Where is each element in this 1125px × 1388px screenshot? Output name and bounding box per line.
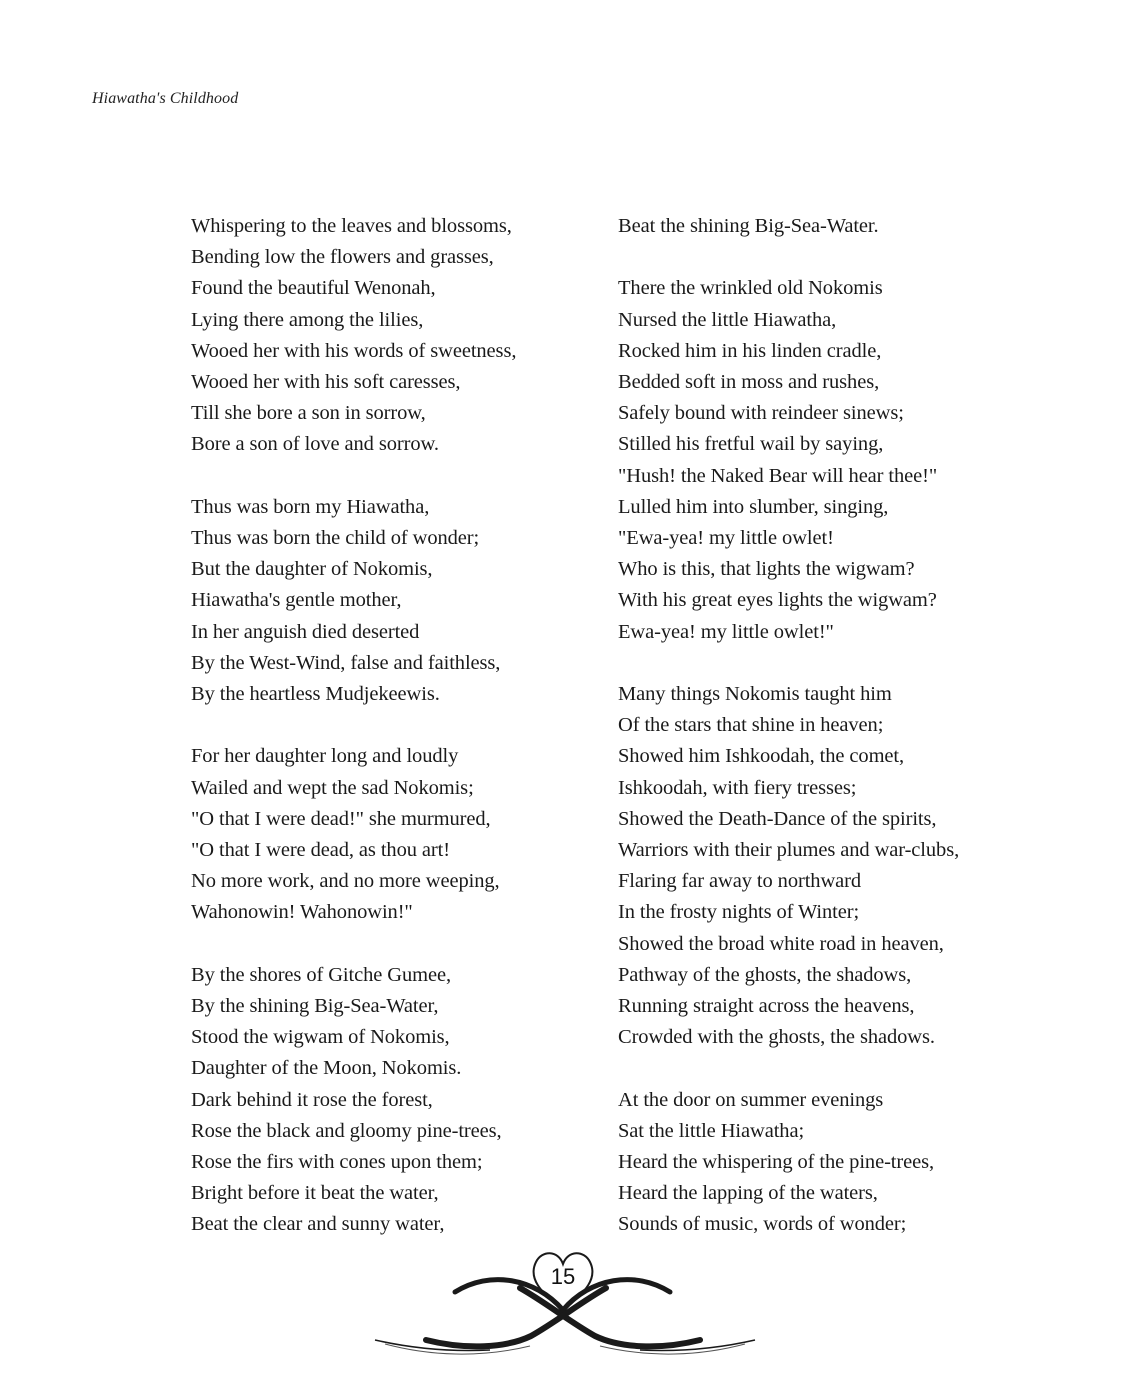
stanza [618, 679, 1018, 1053]
left-poem-column [191, 211, 591, 1272]
poem-line: There the wrinkled old Nokomis [618, 277, 883, 300]
poem-line: By the West-Wind, false and faithless, [191, 651, 501, 674]
stanza [191, 211, 591, 461]
poem-line: Rose the firs with cones upon them; [191, 1151, 483, 1174]
poem-line: Crowded with the ghosts, the shadows. [618, 1026, 935, 1049]
poem-line: Stood the wigwam of Nokomis, [191, 1026, 450, 1049]
running-header-title: Hiawatha's Childhood [92, 90, 239, 107]
poem-line: Bore a son of love and sorrow. [191, 433, 439, 456]
poem-line: Sat the little Hiawatha; [618, 1119, 805, 1142]
poem-line: In the frosty nights of Winter; [618, 901, 860, 924]
poem-line: Ishkoodah, with fiery tresses; [618, 776, 857, 799]
poem-line: Bedded soft in moss and rushes, [618, 371, 880, 393]
poem-line: Showed the broad white road in heaven, [618, 932, 944, 955]
poem-line: "Ewa-yea! my little owlet! [618, 527, 834, 550]
poem-line: Beat the shining Big-Sea-Water. [618, 215, 879, 237]
poem-line: Wooed her with his soft caresses, [191, 371, 461, 394]
poem-line: Bending low the flowers and grasses, [191, 246, 494, 269]
stanza [191, 492, 591, 710]
poem-line: Sounds of music, words of wonder; [618, 1213, 907, 1236]
poem-line: Rose the black and gloomy pine-trees, [191, 1119, 502, 1142]
poem-line: Pathway of the ghosts, the shadows, [618, 963, 912, 986]
poem-line: Beat the clear and sunny water, [191, 1213, 445, 1236]
poem-line: Nursed the little Hiawatha, [618, 308, 837, 331]
poem-line: By the shining Big-Sea-Water, [191, 995, 439, 1018]
poem-line: Lulled him into slumber, singing, [618, 495, 889, 518]
poem-line: "O that I were dead!" she murmured, [191, 807, 491, 830]
poem-line: Heard the whispering of the pine-trees, [618, 1151, 935, 1174]
poem-line: Stilled his fretful wail by saying, [618, 433, 884, 456]
poem-line: At the door on summer evenings [618, 1088, 884, 1111]
poem-line: Whispering to the leaves and blossoms, [191, 215, 512, 237]
poem-line: Many things Nokomis taught him [618, 683, 892, 706]
poem-line: Warriors with their plumes and war-clubs, [618, 839, 960, 862]
page-number: 15 [550, 1264, 576, 1289]
poem-line: Rocked him in his linden cradle, [618, 339, 882, 362]
poem-line: Showed the Death-Dance of the spirits, [618, 807, 937, 830]
poem-line: Bright before it beat the water, [191, 1182, 439, 1205]
poem-line: Wahonowin! Wahonowin!" [191, 901, 413, 924]
poem-line: Lying there among the lilies, [191, 308, 424, 331]
poem-line: But the daughter of Nokomis, [191, 558, 433, 581]
poem-line: Found the beautiful Wenonah, [191, 277, 436, 300]
poem-line: Who is this, that lights the wigwam? [618, 558, 915, 581]
poem-line: For her daughter long and loudly [191, 745, 459, 768]
poem-line: Heard the lapping of the waters, [618, 1182, 878, 1205]
poem-line: Safely bound with reindeer sinews; [618, 402, 904, 425]
right-poem-column [618, 211, 1018, 1272]
stanza [618, 211, 1018, 242]
poem-line: Wailed and wept the sad Nokomis; [191, 776, 474, 799]
stanza [618, 1085, 1018, 1241]
poem-line: With his great eyes lights the wigwam? [618, 589, 937, 612]
poem-line: Daughter of the Moon, Nokomis. [191, 1057, 462, 1080]
poem-line: Till she bore a son in sorrow, [191, 402, 426, 425]
poem-line: Running straight across the heavens, [618, 995, 915, 1018]
poem-line: No more work, and no more weeping, [191, 870, 500, 893]
poem-line: "Hush! the Naked Bear will hear thee!" [618, 464, 938, 487]
stanza [191, 741, 591, 928]
poem-line: Of the stars that shine in heaven; [618, 714, 884, 737]
stanza [191, 960, 591, 1241]
poem-line: Wooed her with his words of sweetness, [191, 339, 517, 362]
poem-line: Hiawatha's gentle mother, [191, 589, 402, 612]
stanza [618, 273, 1018, 647]
poem-line: "O that I were dead, as thou art! [191, 839, 450, 862]
poem-line: Thus was born my Hiawatha, [191, 495, 430, 518]
poem-line: Showed him Ishkoodah, the comet, [618, 745, 905, 768]
poem-line: By the heartless Mudjekeewis. [191, 683, 440, 706]
poem-line: Dark behind it rose the forest, [191, 1088, 433, 1111]
poem-line: In her anguish died deserted [191, 620, 420, 643]
poem-line: By the shores of Gitche Gumee, [191, 963, 452, 986]
heart-swirl-ornament-icon [370, 1240, 760, 1360]
poem-line: Thus was born the child of wonder; [191, 527, 480, 550]
poem-line: Flaring far away to northward [618, 870, 862, 893]
poem-line: Ewa-yea! my little owlet!" [618, 620, 834, 643]
